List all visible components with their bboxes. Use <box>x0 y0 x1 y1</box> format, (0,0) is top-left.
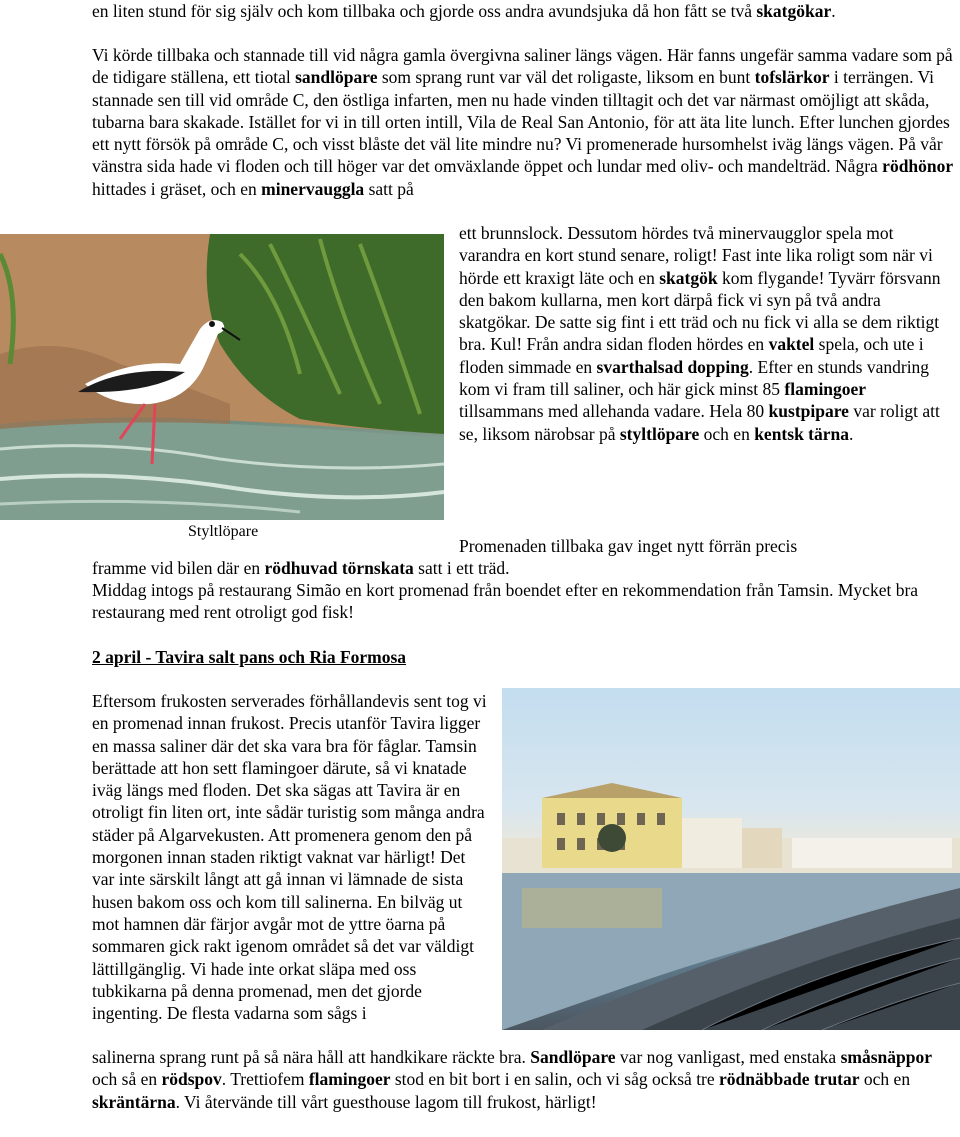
photo-styltlopare <box>0 234 444 520</box>
bird-species-name: flamingoer <box>308 1069 391 1090</box>
bird-species-name: rödspov <box>161 1069 222 1090</box>
bird-species-name: skatgökar <box>756 1 832 21</box>
text-run: . Efter en stunds vandring kom vi fram till saliner, och här gick minst 85 <box>459 356 930 400</box>
text-run: som sprang runt var väl det roligaste, liksom en bunt <box>377 67 755 88</box>
bird-species-name: flamingoer <box>784 379 867 400</box>
text-run: hittades i gräset, och en <box>92 178 262 199</box>
text-run: och så en <box>92 1069 162 1090</box>
photo-tavira <box>502 688 960 1030</box>
text-run: . Vi återvände till vårt guesthouse lagom till frukost, härligt! <box>175 1091 597 1112</box>
text-run: . <box>831 1 836 21</box>
bird-species-name: tofslärkor <box>754 67 830 88</box>
paragraph-middag: Middag intogs på restaurang Simão en kort promenad från boendet efter en rekommendation från Tamsin. Mycket bra restaurang med rent otroligt god fisk! <box>92 580 919 623</box>
text-run: framme vid bilen där en <box>92 558 265 578</box>
paragraph-saliner <box>92 44 954 200</box>
bird-species-name: svarthalsad dopping <box>596 356 749 377</box>
paragraph-skatgok-wrap <box>459 222 954 445</box>
bird-species-name: småsnäppor <box>840 1047 932 1067</box>
bird-species-name: rödnäbbade trutar <box>719 1069 860 1090</box>
text-run: satt på <box>364 178 414 199</box>
bird-species-name: rödhönor <box>882 156 954 177</box>
text-run: salinerna sprang runt på så nära håll att handkikare räckte bra. <box>92 1047 531 1067</box>
text-run: och en <box>859 1069 911 1090</box>
bird-species-name: skräntärna <box>92 1091 176 1112</box>
paragraph-promenaden-rest <box>92 557 954 579</box>
text-run: i terrängen. Vi stannade sen till vid område C, den östliga infarten, men nu hade vinden tilltagit och det var närmast omöjligt att skåda, tubarna bara skakade. Istället for vi in till orten intill, Vila de Real San Antonio, för att äta lite lunch. Efter lunchen gjordes ett nytt försök på område C, och visst blåste det väl lite mindre nu? Vi promenerade hursomhelst iväg längs vägen. På vår vänstra sida hade vi floden och till höger var det omväxlande öppet och lundar med oliv- och mandelträd. Några <box>92 67 950 177</box>
text-run: satt i ett träd. <box>413 558 510 578</box>
text-run: stod en bit bort i en salin, och vi såg också tre <box>390 1069 720 1090</box>
bird-species-name: kentsk tärna <box>754 423 850 444</box>
photo-caption: Styltlöpare <box>188 523 259 540</box>
text-run: . Trettiofem <box>221 1069 309 1090</box>
bird-species-name: skatgök <box>659 267 718 288</box>
text-run: Vi körde tillbaka och stannade till vid några gamla övergivna saliner längs vägen. Här fanns ungefär samma vadare som på de tidigare ställena, ett tiotal <box>92 45 953 88</box>
bird-species-name: styltlöpare <box>619 423 700 444</box>
bird-species-name: kustpipare <box>768 401 849 422</box>
paragraph-promenaden-start: Promenaden tillbaka gav inget nytt förrän precis <box>459 536 798 556</box>
text-run: var nog vanligast, med enstaka <box>615 1047 841 1067</box>
text-run: spela, och ute i floden simmade en <box>459 334 924 377</box>
bird-species-name: sandlöpare <box>295 67 378 88</box>
text-run: ett brunnslock. Dessutom hördes två minervaugglor spela mot varandra en kort stund senare, roligt! Fast inte lika roligt som när vi hörde ett kraxigt läte och en <box>459 223 933 288</box>
text-run: tillsammans med allehanda vadare. Hela 80 <box>459 401 769 422</box>
text-run: kom flygande! Tyvärr försvann den bakom kullarna, men kort därpå fick vi syn på två andra skatgökar. De satte sig fint i ett träd och nu fick vi alla se dem riktigt bra. Kul! Från andra sidan floden hördes en <box>459 267 941 355</box>
text-run: var roligt att se, liksom närobsar på <box>459 401 940 444</box>
text-run: och en <box>699 423 755 444</box>
paragraph-skatgokar <box>92 0 954 22</box>
paragraph-salinerna <box>92 1046 954 1113</box>
bird-species-name: rödhuvad törnskata <box>264 558 414 578</box>
text-run: . <box>849 423 854 444</box>
bird-species-name: Sandlöpare <box>530 1047 616 1067</box>
paragraph-frukost: Eftersom frukosten serverades förhållandevis sent tog vi en promenad innan frukost. Precis utanför Tavira ligger en massa saliner där det ska vara bra för fåglar. Tamsin berättade att hon sett flamingoer därute, så vi knatade iväg längs med floden. Det ska sägas att Tavira är en otroligt fin liten ort, inte sådär turistig som många andra städer på Algarvekusten. Att promenera genom den på morgonen innan staden riktigt vaknat var härligt! Det var inte särskilt långt att gå innan vi lämnade de sista husen bakom oss och kom till salinerna. En bilväg ut mot hamnen där färjor avgår mot de yttre öarna på sommaren gick rakt igenom området så det var väldigt lättillgänglig. Vi hade inte orkat släpa med oss tubkikarna på denna promenad, men det gjorde ingenting. De flesta vadarna som sågs i <box>92 691 487 1024</box>
bird-species-name: vaktel <box>768 334 815 355</box>
text-run: en liten stund för sig själv och kom tillbaka och gjorde oss andra avundsjuka då hon fått se två <box>92 1 757 21</box>
section-heading-2-april: 2 april - Tavira salt pans och Ria Formosa <box>92 647 407 667</box>
bird-species-name: minervauggla <box>261 178 365 199</box>
